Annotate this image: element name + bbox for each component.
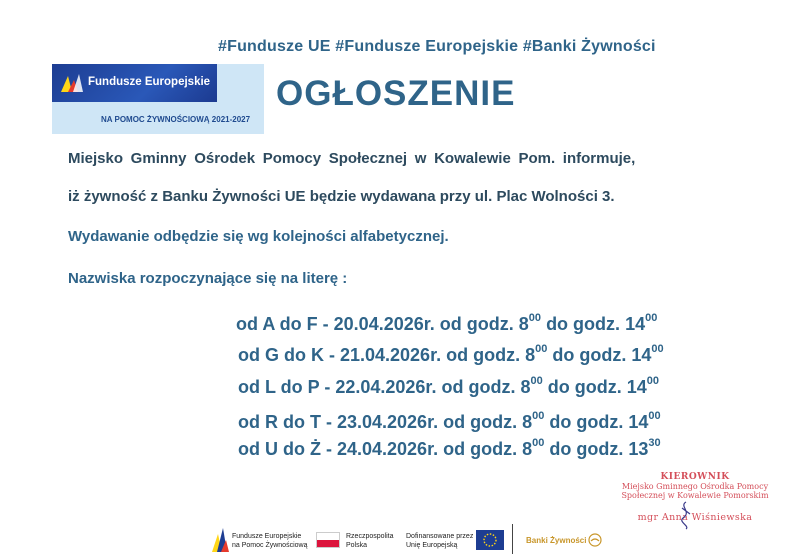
schedule-from-hour: 8 [522,439,533,459]
schedule-range: od R do T [238,412,321,432]
schedule-from-label: od godz. [443,412,518,432]
schedule-to-label: do godz. [547,377,622,397]
schedule-to-label: do godz. [546,314,621,334]
schedule-to-hour: 14 [628,412,649,432]
schedule-date: 24.04.2026r. [336,439,439,459]
stamp-title: KIEROWNIK [660,472,730,482]
announcement-line-4: Nazwiska rozpoczynające się na literę : [68,270,348,287]
stamp-institution-2: Społecznej w Kowalewie Pomorskim [621,491,769,500]
polish-flag-icon [316,532,340,548]
schedule-from-minute: 00 [532,437,545,449]
announcement-line-3: Wydawanie odbędzie się wg kolejności alfabetycznej. [68,228,449,245]
fe-logo-subtitle: NA POMOC ŻYWNOŚCIOWĄ 2021-2027 [101,115,251,124]
schedule-from-hour: 8 [518,314,529,334]
schedule-from-label: od godz. [446,345,521,365]
schedule-from-hour: 8 [520,377,531,397]
fe-logo-banner [52,64,217,102]
schedule-to-label: do godz. [549,439,624,459]
schedule-range: od G do K [238,345,324,365]
footer-bz-text: Banki Żywności [526,536,587,545]
schedule-from-hour: 8 [522,412,533,432]
stamp-signatory: mgr Anna Wiśniewska [637,512,753,523]
schedule-range: od U do Ż [238,439,321,459]
footer-rp-line1: Rzeczpospolita [346,533,394,540]
schedule-range: od L do P [238,377,320,397]
hashtags: #Fundusze UE #Fundusze Europejskie #Banki Żywności [218,38,656,55]
eu-flag-icon [476,530,504,550]
schedule-to-minute: 00 [651,343,664,355]
page-title: OGŁOSZENIE [276,74,516,113]
bz-circle-icon [588,533,602,547]
schedule-date: 22.04.2026r. [335,377,437,397]
footer-fe-line2: na Pomoc Żywnościową [232,542,308,549]
schedule-to-minute: 00 [648,410,661,422]
schedule-from-minute: 00 [532,410,545,422]
schedule-to-label: do godz. [552,345,627,365]
schedule-row: od R do T - 23.04.2026r. od godz. $8^{00}$ do godz. $14^{00}$ [238,410,661,432]
schedule-to-label: do godz. [549,412,624,432]
schedule-date: 20.04.2026r. [333,314,435,334]
schedule-row: od G do K - 21.04.2026r. od godz. $8^{00}$ do godz. $14^{00}$ [238,343,664,365]
footer-fe-line1: Fundusze Europejskie [232,533,302,540]
schedule-to-minute: 00 [646,375,660,387]
schedule-date: 23.04.2026r. [336,412,439,432]
fundusze-europejskie-logo [52,64,264,134]
eu-stars-icon [58,72,84,94]
stamp-institution-1: Miejsko Gminnego Ośrodka Pomocy [621,482,769,491]
schedule-row: od U do Ż - 24.04.2026r. od godz. $8^{00}$ do godz. $13^{30}$ [238,437,661,459]
announcement-line-1: Miejsko Gminny Ośrodek Pomocy Społecznej w Kowalewie Pom. informuje, [68,150,636,167]
schedule-date: 21.04.2026r. [339,345,442,365]
schedule-to-hour: 14 [625,314,646,334]
fe-flag-icon [210,524,230,554]
schedule-to-hour: 14 [626,377,647,397]
footer-divider [512,524,513,554]
schedule-from-hour: 8 [525,345,536,365]
footer-rp-line2: Polska [346,542,368,549]
schedule-to-hour: 14 [631,345,652,365]
schedule-range: od A do F [236,314,318,334]
fe-logo-name: Fundusze Europejskie [88,76,211,88]
footer-ue-line1: Dofinansowane przez [406,533,474,540]
schedule-row: od L do P - 22.04.2026r. od godz. $8^{00}$ do godz. $14^{00}$ [238,375,660,397]
schedule-to-hour: 13 [628,439,649,459]
schedule-to-minute: 30 [648,437,661,449]
schedule-from-minute: 00 [535,343,548,355]
footer-logos [0,520,800,560]
schedule-from-label: od godz. [439,314,514,334]
schedule-from-minute: 00 [530,375,543,387]
schedule-from-minute: 00 [528,312,542,324]
schedule-to-minute: 00 [645,312,658,324]
schedule-row: od A do F - 20.04.2026r. od godz. $8^{00}$ do godz. $14^{00}$ [236,312,658,334]
footer-ue-line2: Unię Europejską [406,542,458,549]
schedule-from-label: od godz. [441,377,516,397]
schedule-from-label: od godz. [443,439,518,459]
announcement-line-2: iż żywność z Banku Żywności UE będzie wydawana przy ul. Plac Wolności 3. [68,188,615,205]
